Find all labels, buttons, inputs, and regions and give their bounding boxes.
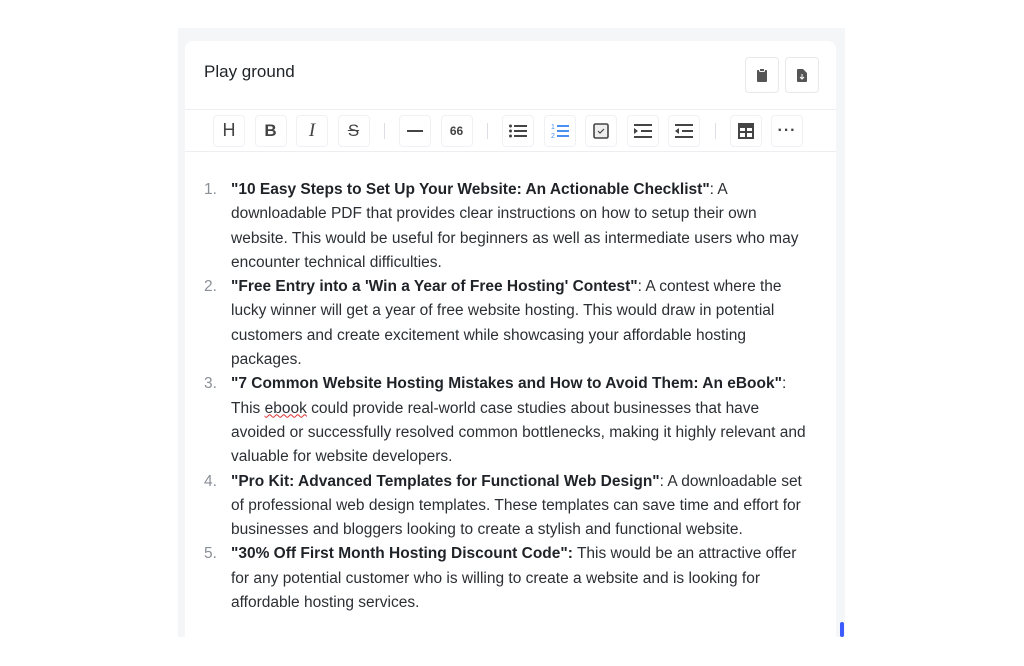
outdent-icon xyxy=(675,124,693,138)
quote-icon: 66 xyxy=(449,123,464,138)
ordered-list-icon xyxy=(551,123,569,139)
list-number: 5. xyxy=(204,545,217,563)
quote-button[interactable] xyxy=(441,115,473,147)
table-button[interactable] xyxy=(730,115,762,147)
item-title: "10 Easy Steps to Set Up Your Website: An Actionable Checklist" xyxy=(231,181,710,198)
bullet-list-button[interactable] xyxy=(502,115,534,147)
heading-icon: H xyxy=(222,120,236,140)
misspelled-word[interactable]: ebook xyxy=(264,399,307,417)
more-icon: ··· xyxy=(777,121,797,139)
bold-icon: B xyxy=(264,120,277,140)
bullet-list-icon xyxy=(509,124,527,138)
list-item xyxy=(204,275,816,372)
bold-button[interactable] xyxy=(255,115,287,147)
clipboard-icon xyxy=(756,68,768,82)
checkbox-icon xyxy=(593,123,609,139)
svg-text:1: 1 xyxy=(550,123,555,131)
horizontal-rule-button[interactable] xyxy=(399,115,431,147)
toolbar-divider xyxy=(487,123,488,139)
indent-button[interactable] xyxy=(627,115,659,147)
strikethrough-icon: S xyxy=(347,120,360,140)
item-body: : A downloadable PDF that provides clear instructions on how to setup their own website. This would be useful for beginners as well as intermediate users who may encounter technical difficulties. xyxy=(231,181,799,271)
italic-icon: I xyxy=(308,119,316,141)
table-icon xyxy=(738,123,754,139)
italic-button[interactable] xyxy=(296,115,328,147)
item-title: "7 Common Website Hosting Mistakes and How to Avoid Them: An eBook" xyxy=(231,375,782,393)
item-body: : A contest where the lucky winner will get a year of free website hosting. This would draw in potential customers and create excitement while showcasing your affordable hosting packages. xyxy=(231,278,782,369)
editor-header xyxy=(185,41,836,110)
task-list-button[interactable] xyxy=(585,115,617,147)
ordered-list xyxy=(204,178,816,615)
copy-button[interactable] xyxy=(745,57,779,93)
svg-text:2: 2 xyxy=(550,132,555,139)
indent-icon xyxy=(634,124,652,138)
formatting-toolbar xyxy=(185,110,836,152)
list-item xyxy=(204,542,816,615)
list-item xyxy=(204,372,816,469)
scrollbar-thumb[interactable] xyxy=(840,622,844,637)
list-number: 2. xyxy=(204,278,217,296)
download-button[interactable] xyxy=(785,57,819,93)
toolbar-divider xyxy=(384,123,385,139)
item-title: "Pro Kit: Advanced Templates for Functional Web Design" xyxy=(231,472,660,490)
toolbar-divider xyxy=(715,123,716,139)
ordered-list-button[interactable] xyxy=(544,115,576,147)
editor-card xyxy=(185,41,836,637)
list-number: 4. xyxy=(204,472,217,490)
item-body: : A downloadable set of professional web design templates. These templates can save time and effort for businesses and bloggers looking to create a stylish and functional website. xyxy=(231,472,802,539)
heading-button[interactable] xyxy=(213,115,245,147)
item-body: This would be an attractive offer for any potential customer who is willing to create a website and is looking for affordable hosting services. xyxy=(231,545,797,612)
item-title: "Free Entry into a 'Win a Year of Free Hosting' Contest" xyxy=(231,278,638,296)
item-body: could provide real-world case studies about businesses that have avoided or successfully resolved common bottlenecks, making it highly relevant and valuable for website developers. xyxy=(231,399,806,466)
editor-content[interactable] xyxy=(185,152,836,615)
item-title: "30% Off First Month Hosting Discount Code": xyxy=(231,545,573,563)
list-number: 3. xyxy=(204,375,217,393)
horizontal-rule-icon xyxy=(407,130,423,132)
page-title: Play ground xyxy=(204,62,295,81)
list-item xyxy=(204,470,816,543)
outdent-button[interactable] xyxy=(668,115,700,147)
download-file-icon xyxy=(797,69,807,82)
list-item xyxy=(204,178,816,275)
strikethrough-button[interactable] xyxy=(338,115,370,147)
item-body: : This xyxy=(231,375,787,417)
more-options-button[interactable] xyxy=(771,115,803,147)
list-number: 1. xyxy=(204,181,217,198)
